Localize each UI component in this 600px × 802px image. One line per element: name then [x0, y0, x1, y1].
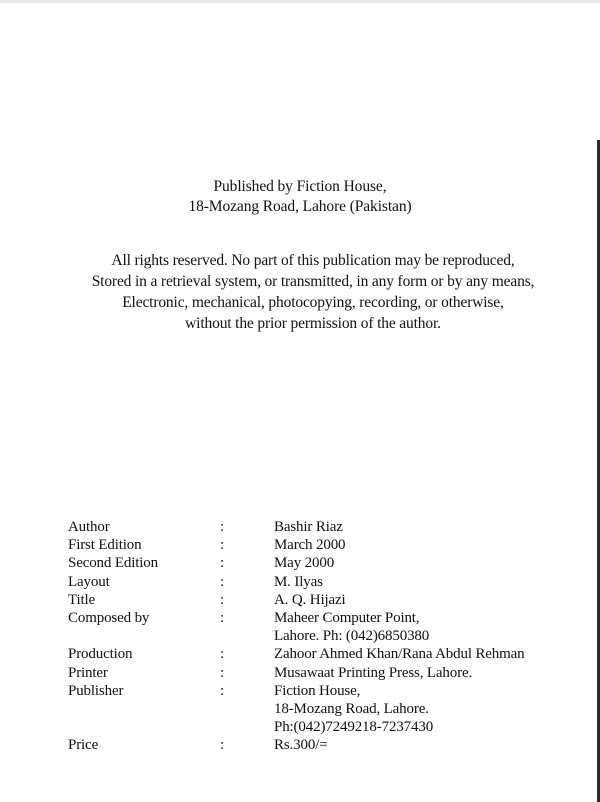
- imprint-separator: :: [220, 519, 225, 535]
- publisher-address-line: 18-Mozang Road, Lahore (Pakistan): [188, 198, 412, 215]
- imprint-row-publisher: [68, 682, 568, 700]
- rights-notice: [0, 250, 600, 334]
- imprint-value: May 2000: [274, 555, 335, 572]
- imprint-value: Zahoor Ahmed Khan/Rana Abdul Rehman: [274, 646, 525, 663]
- imprint-row-price: [68, 736, 568, 754]
- imprint-row-publisher-phone: [68, 718, 568, 736]
- imprint-value: M. Ilyas: [274, 573, 323, 590]
- scan-edge-top: [0, 0, 600, 3]
- imprint-label: First Edition: [68, 537, 142, 554]
- imprint-row-publisher-address: [68, 700, 568, 718]
- imprint-value: A. Q. Hijazi: [274, 591, 346, 608]
- imprint-row-layout: [68, 573, 568, 591]
- imprint-label: Title: [68, 591, 96, 608]
- imprint-value: Bashir Riaz: [274, 519, 343, 535]
- imprint-row-composed-by: [68, 609, 568, 627]
- imprint-label: Price: [68, 737, 99, 754]
- imprint-row-first-edition: [68, 536, 568, 554]
- imprint-separator: :: [220, 609, 225, 626]
- imprint-value: Ph:(042)7249218-7237430: [274, 719, 434, 736]
- imprint-label: Publisher: [68, 682, 124, 699]
- imprint-value: 18-Mozang Road, Lahore.: [274, 700, 429, 717]
- rights-line-3: Electronic, mechanical, photocopying, recording, or otherwise,: [122, 294, 504, 311]
- rights-line-4: without the prior permission of the author.: [185, 315, 441, 332]
- imprint-separator: :: [220, 573, 225, 590]
- imprint-separator: :: [220, 664, 225, 681]
- imprint-value: Lahore. Ph: (042)6850380: [274, 628, 430, 645]
- imprint-value: Musawaat Printing Press, Lahore.: [274, 664, 473, 681]
- publisher-address-block: [0, 177, 600, 217]
- imprint-label: Printer: [68, 664, 108, 681]
- imprint-label: Composed by: [68, 609, 150, 626]
- imprint-label: Layout: [68, 573, 110, 590]
- imprint-value: Fiction House,: [274, 682, 361, 699]
- imprint-separator: :: [220, 646, 225, 663]
- imprint-row-printer: [68, 664, 568, 682]
- imprint-label: Author: [68, 519, 110, 535]
- imprint-separator: :: [220, 555, 225, 572]
- rights-line-2: Stored in a retrieval system, or transmitted, in any form or by any means,: [91, 273, 535, 290]
- imprint-label: Production: [68, 646, 133, 663]
- publisher-line: Published by Fiction House,: [213, 178, 387, 195]
- imprint-value: March 2000: [274, 537, 346, 554]
- imprint-value: Maheer Computer Point,: [274, 609, 420, 626]
- imprint-separator: :: [220, 682, 225, 699]
- imprint-label: Second Edition: [68, 555, 158, 572]
- imprint-row-author: [68, 518, 568, 536]
- imprint-separator: :: [220, 537, 225, 554]
- rights-line-1: All rights reserved. No part of this publication may be reproduced,: [111, 252, 515, 269]
- imprint-row-title: [68, 591, 568, 609]
- imprint-row-production: [68, 645, 568, 663]
- imprint-row-second-edition: [68, 554, 568, 572]
- imprint-separator: :: [220, 737, 225, 754]
- imprint-table: [68, 518, 568, 754]
- imprint-separator: :: [220, 591, 225, 608]
- imprint-value: Rs.300/=: [274, 737, 328, 754]
- imprint-row-composed-by-continued: [68, 627, 568, 645]
